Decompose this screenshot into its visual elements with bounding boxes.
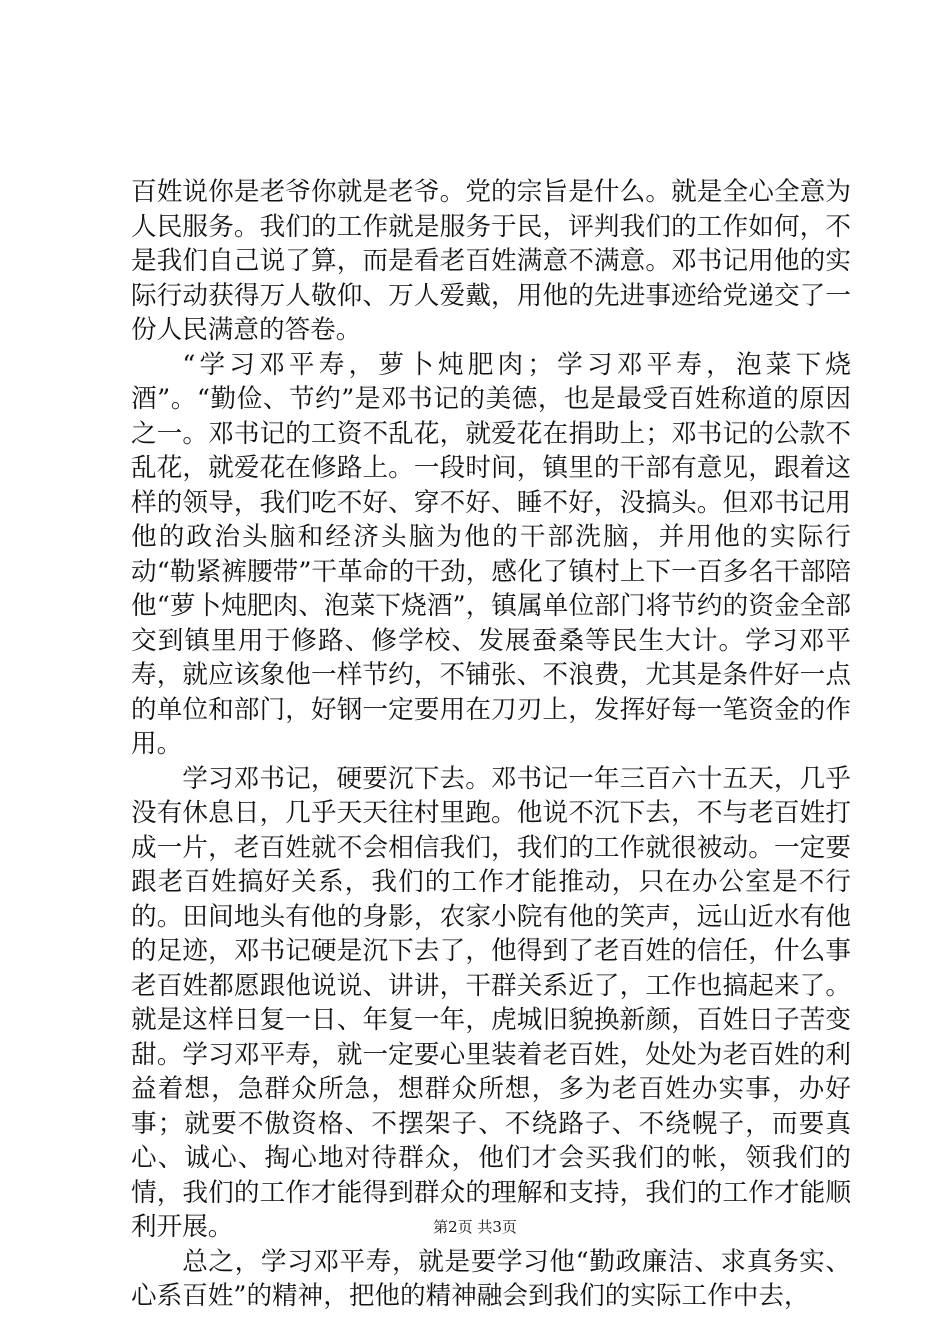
page-footer: 第2页 共3页 [433,1218,517,1236]
paragraph-thrift: “学习邓平寿，萝卜炖肥肉；学习邓平寿，泡菜下烧酒”。“勤俭、节约”是邓书记的美德，也是最受百姓称道的原因之一。邓书记的工资不乱花，就爱花在捐助上；邓书记的公款不乱花，就爱花在修路上。一段时间，镇里的干部有意见，跟着这样的领导，我们吃不好、穿不好、睡不好，没搞头。但邓书记用他的政治头脑和经济头脑为他的干部洗脑，并用他的实际行动“勒紧裤腰带”干革命的干劲，感化了镇村上下一百多名干部陪他“萝卜炖肥肉、泡菜下烧酒”，镇属单位部门将节约的资金全部交到镇里用于修路、修学校、发展蚕桑等民生大计。学习邓平寿，就应该象他一样节约，不铺张、不浪费，尤其是条件好一点的单位和部门，好钢一定要用在刀刃上，发挥好每一笔资金的作用。 [131,349,851,759]
paragraph-continuation: 百姓说你是老爷你就是老爷。党的宗旨是什么。就是全心全意为人民服务。我们的工作就是服务于民，评判我们的工作如何，不是我们自己说了算，而是看老百姓满意不满意。邓书记用他的实际行动获得万人敬仰、万人爱戴，用他的先进事迹给党递交了一份人民满意的答卷。 [131,177,851,345]
document-body [131,175,851,1314]
paragraph-conclusion: 总之，学习邓平寿，就是要学习他“勤政廉洁、求真务实、心系百姓”的精神，把他的精神融会到我们的实际工作中去， [131,1246,851,1311]
paragraph-grassroots: 学习邓书记，硬要沉下去。邓书记一年三百六十五天，几乎没有休息日，几乎天天往村里跑。他说不沉下去，不与老百姓打成一片，老百姓就不会相信我们，我们的工作就很被动。一定要跟老百姓搞好关系，我们的工作才能推动，只在办公室是不行的。田间地头有他的身影，农家小院有他的笑声，远山近水有他的足迹，邓书记硬是沉下去了，他得到了老百姓的信任，什么事老百姓都愿跟他说说、讲讲，干群关系近了，工作也搞起来了。就是这样日复一日、年复一年，虎城旧貌换新颜，百姓日子苦变甜。学习邓平寿，就一定要心里装着老百姓，处处为老百姓的利益着想，急群众所急，想群众所想，多为老百姓办实事，办好事；就要不傲资格、不摆架子、不绕路子、不绕幌子，而要真心、诚心、掏心地对待群众，他们才会买我们的帐，领我们的情，我们的工作才能得到群众的理解和支持，我们的工作才能顺利开展。 [131,763,851,1242]
